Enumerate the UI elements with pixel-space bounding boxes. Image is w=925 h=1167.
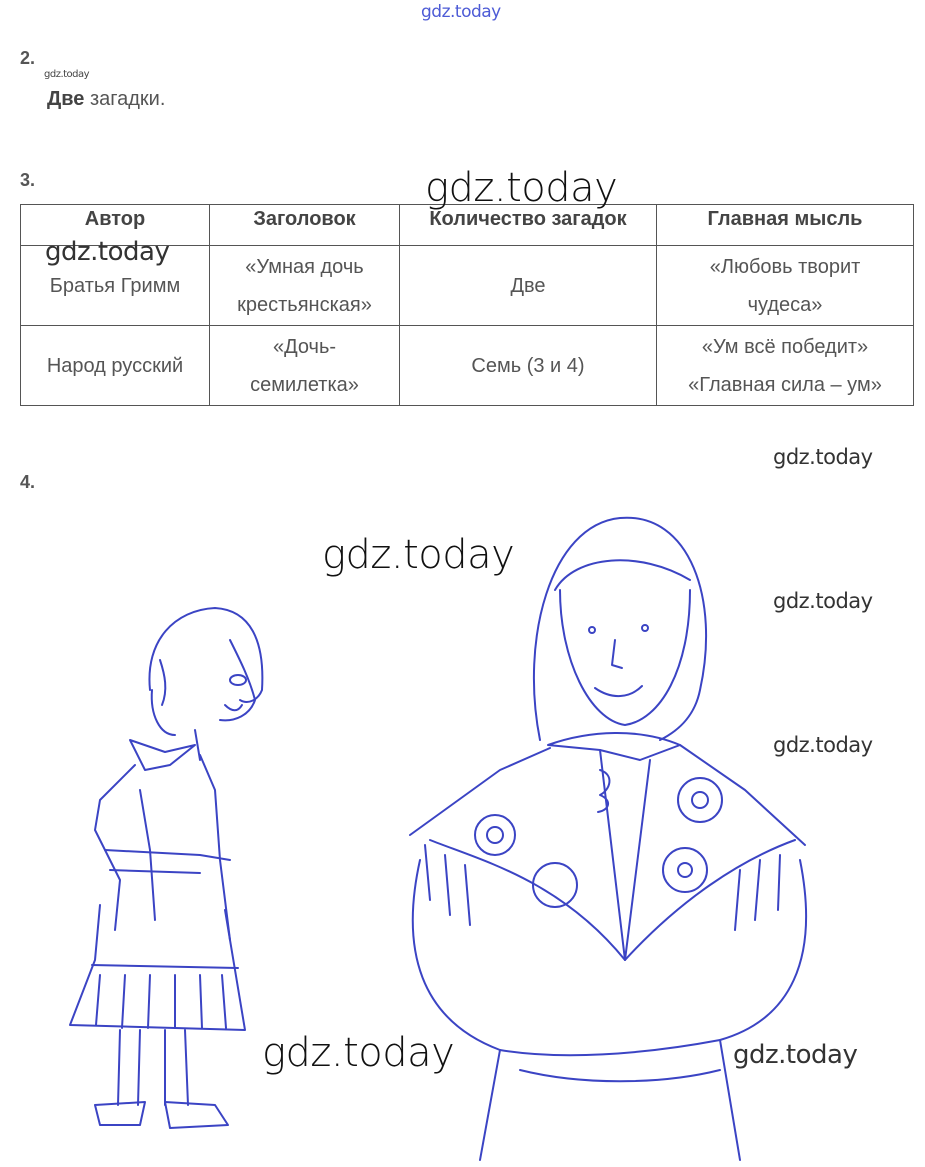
- table-cell-count: Семь (3 и 4): [400, 326, 657, 406]
- girl-figure: [70, 608, 262, 1128]
- answer-rest: загадки.: [84, 88, 166, 110]
- watermark: gdz.today: [45, 237, 170, 267]
- table-cell-idea: [657, 246, 914, 326]
- watermark: gdz.today: [733, 1040, 858, 1070]
- table-cell-idea: [657, 326, 914, 406]
- watermark: gdz.today: [44, 69, 90, 80]
- watermark: gdz.today: [773, 445, 873, 469]
- cell-line: «Любовь творит: [709, 255, 861, 278]
- table-cell-title: [210, 326, 400, 406]
- table-cell-title: [210, 246, 400, 326]
- task2-answer: [47, 88, 165, 111]
- watermark: gdz.today: [421, 2, 501, 22]
- answer-bold: Две: [47, 88, 85, 110]
- table-cell-author: Народ русский: [21, 326, 210, 406]
- cell-line: крестьянская»: [237, 293, 372, 316]
- watermark: gdz.today: [773, 589, 873, 613]
- cell-line: «Дочь-: [272, 335, 337, 358]
- cell-line: «Главная сила – ум»: [688, 373, 882, 396]
- table-header: Главная мысль: [657, 205, 914, 246]
- watermark: gdz.today: [425, 165, 618, 211]
- task-number: 3.: [20, 170, 36, 190]
- watermark: gdz.today: [322, 532, 515, 578]
- cell-line: чудеса»: [747, 293, 823, 316]
- table-cell-count: Две: [400, 246, 657, 326]
- table-header: Автор: [21, 205, 210, 246]
- cell-line: «Ум всё победит»: [701, 335, 869, 358]
- cell-line: семилетка»: [250, 373, 359, 396]
- riddles-table: [20, 204, 914, 406]
- table-cell-author: Братья Гримм: [21, 246, 210, 326]
- watermark: gdz.today: [773, 733, 873, 757]
- cell-line: «Умная дочь: [245, 255, 364, 278]
- watermark: gdz.today: [262, 1030, 455, 1076]
- task-number: 2.: [20, 48, 36, 68]
- table-header: Количество загадок: [400, 205, 657, 246]
- table-row: [21, 326, 914, 406]
- task-number: 4.: [20, 472, 36, 492]
- table-header: Заголовок: [210, 205, 400, 246]
